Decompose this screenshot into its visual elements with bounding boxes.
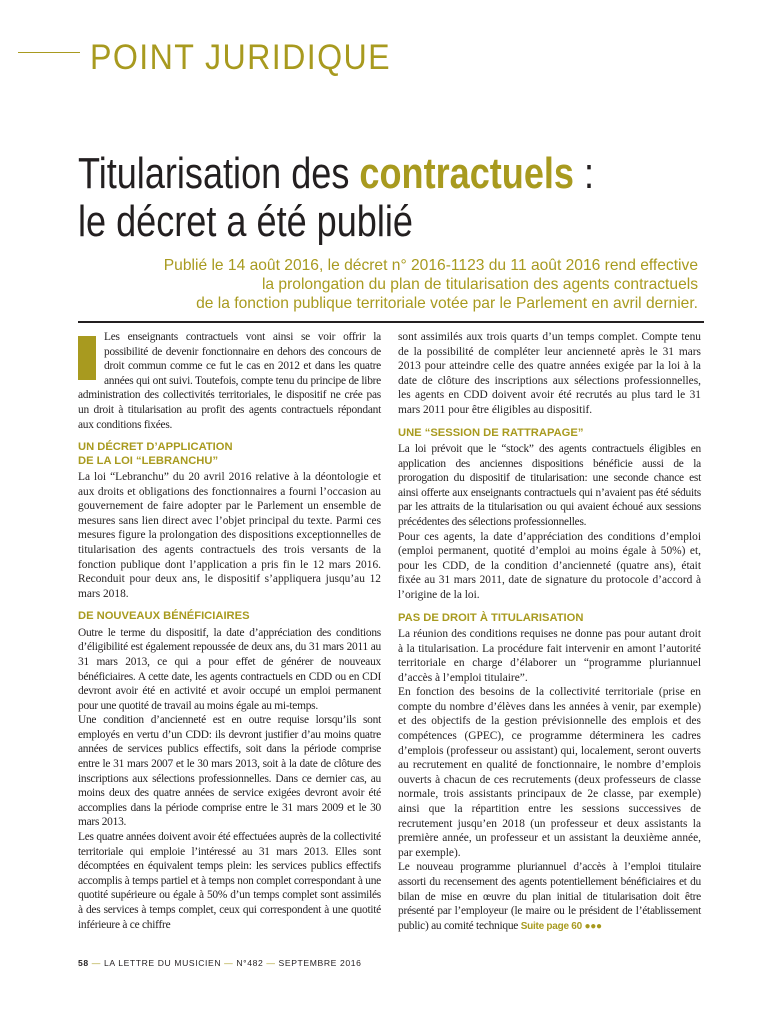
subheading-decret-line1: UN DÉCRET D’APPLICATION (78, 441, 233, 454)
title-part1: Titularisation des (78, 149, 360, 198)
footer-separator: — (91, 958, 101, 968)
paragraph: La loi prévoit que le “stock” des agents contractuels éligibles en application des anciennes dispositions bénéficie aussi de la prorogation du dispositif de titularisation: une seconde chance est ainsi offerte aux enseignants contractuels qui n’avaient pas été séduits par les attraits de la titularisation ou qui avaient échoué aux sessions précédentes des sélections professionnelles. (398, 442, 701, 528)
subheading-decret-line2: DE LA LOI “LEBRANCHU” (78, 454, 219, 467)
publication-name: LA LETTRE DU MUSICIEN (103, 958, 222, 968)
subheading-pas-de-droit: PAS DE DROIT À TITULARISATION (398, 611, 584, 624)
paragraph: En fonction des besoins de la collectivité territoriale (prise en compte du nombre d’élèves dans les années à venir, par exemple) et des objectifs de la gestion prévisionnelle des emplois et des compétences (GPEC), ce programme déterminera les cadres d’emplois (professeur ou assistant) qui, localement, seront ouverts au recrutement en qualité de fonctionnaire, le nombre d’emplois ouverts à chacun de ces recrutements (deux professeurs de classe normale, trois assistants principaux de 2e classe, par exemple) ainsi que la répartition entre les sessions successives de recrutement jusqu’en 2018 (un professeur et deux assistants la première année, un professeur et un assistant la deuxième année, par exemple). (398, 686, 701, 859)
title-highlight: contractuels (359, 149, 574, 198)
paragraph: La réunion des conditions requises ne donne pas pour autant droit à la titularisation. La procédure fait intervenir en amont l’autorité territoriale en charge d’élaborer un “programme pluriannuel d’accès à l’emploi titulaire”. (398, 627, 701, 684)
footer-separator: — (266, 958, 276, 968)
paragraph: sont assimilés aux trois quarts d’un temps complet. Compte tenu de la possibilité de compléter leur ancienneté après le 31 mars 2013 pour atteindre celle des quatre années exigée par la loi à la date de clôture des inscriptions aux sélections professionnelles, les agents en CDD doivent avoir été recrutés au plus tard le 31 mars 2011 pour être éligibles au dispositif. (398, 331, 701, 416)
header-rule (18, 52, 80, 53)
issue-date: SEPTEMBRE 2016 (278, 958, 362, 968)
lede-line3: de la fonction publique territoriale votée par le Parlement en avril dernier. (196, 295, 698, 312)
lede-line2: la prolongation du plan de titularisation des agents contractuels (261, 276, 698, 293)
intro-paragraph: Les enseignants contractuels vont ainsi se voir offrir la possibilité de devenir fonctionnaire en dehors des concours de droit commun comme ce fut le cas en 2012 et dans les quatre années qui ont suivi. Toutefois, compte tenu du principe de libre administration des collectivités territoriales, le dispositif ne crée pas un droit à titularisation au profit des agents contractuels répondant aux conditions fixées. (78, 331, 381, 431)
article-lede (78, 256, 698, 313)
paragraph: Pour ces agents, la date d’appréciation des conditions d’emploi (emploi permanent, quotité d’emploi au moins égale à 50%) et, pour les CDD, de la condition d’ancienneté (quatre ans), était fixée au 31 mars 2011, date de signature du protocole d’accord à l’origine de la loi. (398, 530, 701, 601)
title-part2: : (573, 149, 595, 198)
column-left (78, 330, 381, 932)
section-rubric: POINT JURIDIQUE (90, 38, 391, 77)
continued-link[interactable]: Suite page 60 ●●● (520, 920, 602, 932)
page-number: 58 (78, 958, 89, 968)
paragraph: Les quatre années doivent avoir été effectuées auprès de la collectivité territoriale qui emploie l’intéressé au 31 mars 2013. Elles sont décomptées en équivalent temps plein: les services publics effectifs accomplis à temps partiel et à temps non complet correspondant à une quotité supérieure ou égale à 50% d’un temps complet sont assimilés à des services à temps complet, ceux qui correspondent à une quotité inférieure à ce chiffre (78, 831, 381, 931)
paragraph: La loi “Lebranchu” du 20 avril 2016 relative à la déontologie et aux droits et obligations des fonctionnaires a fourni l’occasion au gouvernement de faire adopter par le Parlement un ensemble de mesures sans lien direct avec l’objet principal du texte. Parmi ces mesures figure la prolongation des dispositions exceptionnelles de titularisation des agents contractuels des trois versants de la fonction publique dont l’application a pris fin le 12 mars 2016. Reconduit pour deux ans, le dispositif s’appliquera jusqu’au 12 mars 2018. (78, 470, 381, 600)
article-title (78, 150, 594, 246)
lede-line1: Publié le 14 août 2016, le décret n° 2016-1123 du 11 août 2016 rend effective (163, 257, 698, 274)
final-paragraph-text: Le nouveau programme pluriannuel d’accès à l’emploi titulaire assorti du recensement des agents potentiellement bénéficiaires et du bilan de mise en œuvre du plan initial de titularisation doit être présenté par l’employeur (le maire ou le président de l’établissement public) au comité technique (398, 861, 701, 932)
subheading-rattrapage: UNE “SESSION DE RATTRAPAGE” (398, 426, 584, 439)
paragraph: Une condition d’ancienneté est en outre requise lorsqu’ils sont employés en vertu d’un CDD: ils devront justifier d’au moins quatre années de services publics effectifs, soit dans la période comprise entre le 31 mars 2007 et le 30 mars 2013, soit à la date de clôture des inscriptions aux sélections professionnelles. Dans ce dernier cas, au moins deux des quatre années de service exigées devront avoir été accomplies dans la période comprise entre le 31 mars 2009 et le 30 mars 2013. (78, 714, 381, 829)
paragraph (398, 860, 701, 934)
lede-separator (78, 321, 704, 323)
paragraph: Outre le terme du dispositif, la date d’appréciation des conditions d’éligibilité est également repoussée de deux ans, du 31 mars 2011 au 31 mars 2013, ce qui a pour effet de générer de nouveaux bénéficiaires. A cette date, les agents contractuels en CDD ou en CDI devront avoir été en activité et avoir occupé un emploi permanent pour une quotité de travail au moins égale au mi-temps. (78, 626, 381, 712)
title-line2: le décret a été publié (78, 197, 413, 246)
subheading-beneficiaires: DE NOUVEAUX BÉNÉFICIAIRES (78, 610, 250, 623)
footer-separator: — (224, 958, 234, 968)
page-footer (78, 958, 361, 968)
subheading-decret (78, 441, 381, 468)
issue-number: N°482 (236, 958, 264, 968)
column-right (398, 330, 701, 934)
drop-cap-block (78, 336, 96, 380)
